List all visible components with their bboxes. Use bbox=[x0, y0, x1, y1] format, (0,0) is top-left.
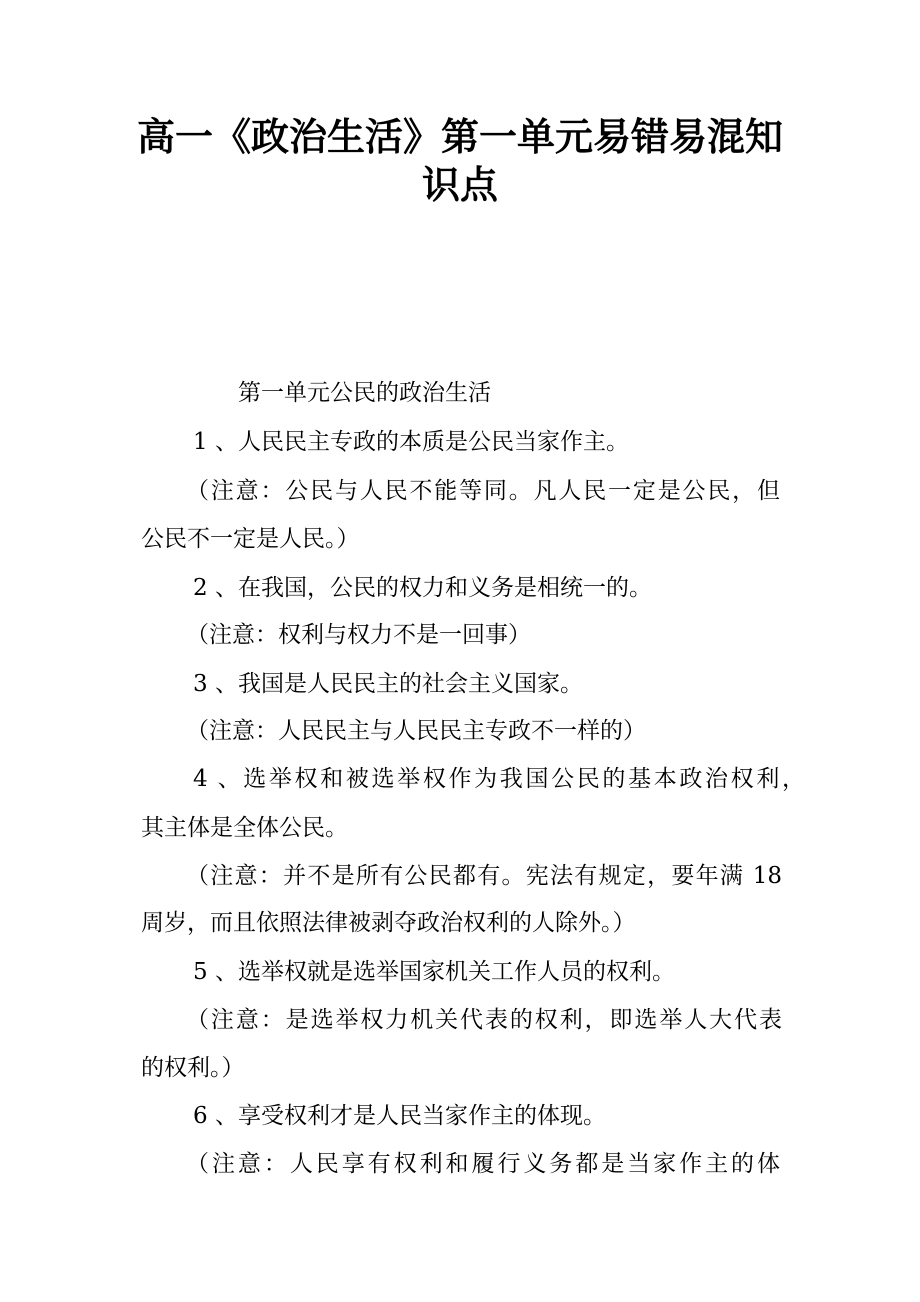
note-5-line-2: 的权利。） bbox=[141, 1055, 245, 1081]
note-5-line-1: （注意：是选举权力机关代表的权利，即选举人大代表 bbox=[186, 1007, 782, 1033]
section-heading: 第一单元公民的政治生活 bbox=[238, 380, 491, 406]
document-title-line-2: 识点 bbox=[421, 163, 498, 207]
note-4-line-2: 周岁，而且依照法律被剥夺政治权利的人除外。） bbox=[141, 910, 636, 936]
note-3: （注意：人民民主与人民民主专政不一样的） bbox=[186, 718, 646, 744]
note-6-line-1: （注意：人民享有权利和履行义务都是当家作主的体 bbox=[186, 1151, 780, 1177]
point-2: 2 、在我国，公民的权力和义务是相统一的。 bbox=[193, 575, 652, 601]
note-1-line-2: 公民不一定是人民。） bbox=[141, 526, 360, 552]
note-1-line-1: （注意：公民与人民不能等同。凡人民一定是公民，但 bbox=[186, 478, 780, 504]
point-5: 5 、选举权就是选举国家机关工作人员的权利。 bbox=[193, 959, 675, 985]
point-1: 1 、人民民主专政的本质是公民当家作主。 bbox=[193, 429, 629, 455]
point-6: 6 、享受权利才是人民当家作主的体现。 bbox=[193, 1103, 606, 1129]
point-4-line-2: 其主体是全体公民。 bbox=[141, 815, 348, 841]
point-4-line-1: 4 、选举权和被选举权作为我国公民的基本政治权利， bbox=[193, 766, 805, 792]
note-4-line-1: （注意：并不是所有公民都有。宪法有规定，要年满 18 bbox=[186, 863, 782, 889]
document-title-line-1: 高一《政治生活》第一单元易错易混知 bbox=[136, 115, 783, 159]
note-2: （注意：权利与权力不是一回事） bbox=[186, 622, 531, 648]
point-3: 3 、我国是人民民主的社会主义国家。 bbox=[193, 671, 583, 697]
